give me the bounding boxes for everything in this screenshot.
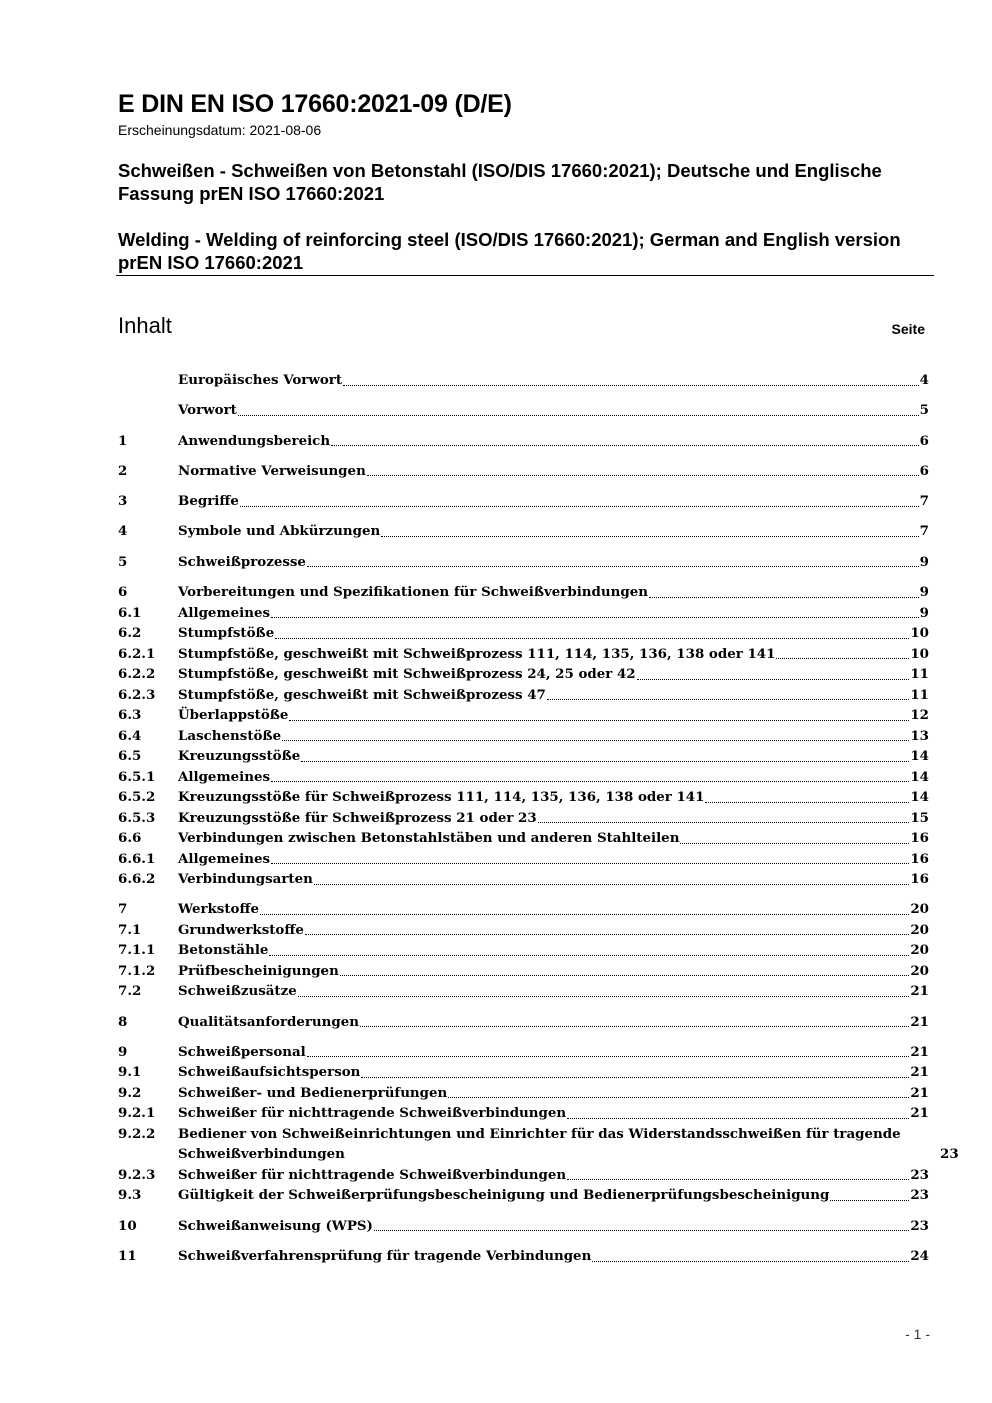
toc-entry-number: 11 bbox=[118, 1248, 137, 1265]
toc-dot-leader bbox=[240, 506, 919, 507]
publication-date: Erscheinungsdatum: 2021-08-06 bbox=[118, 122, 322, 138]
toc-entry-page: 13 bbox=[910, 727, 929, 744]
title-english: Welding - Welding of reinforcing steel (ISO/DIS 17660:2021); German and English version prEN ISO 17660:2021 bbox=[118, 229, 901, 273]
toc-entry-page: 14 bbox=[910, 789, 929, 806]
toc-entry-number: 6.6.2 bbox=[118, 871, 156, 888]
toc-entry-number: 6.5.3 bbox=[118, 809, 156, 826]
toc-entry-number: 8 bbox=[118, 1013, 128, 1030]
toc-entry[interactable] bbox=[118, 1012, 929, 1033]
toc-entry-title: Schweißanweisung (WPS) bbox=[178, 1216, 373, 1237]
toc-entry-page: 16 bbox=[910, 830, 929, 847]
toc-entry-page: 5 bbox=[919, 402, 929, 419]
toc-entry[interactable] bbox=[118, 726, 929, 747]
toc-entry-page: 24 bbox=[910, 1248, 929, 1265]
toc-dot-leader bbox=[301, 761, 909, 762]
toc-entry[interactable] bbox=[118, 1246, 929, 1267]
toc-dot-leader bbox=[269, 955, 909, 956]
toc-dot-leader bbox=[343, 385, 919, 386]
toc-entry-title: Grundwerkstoffe bbox=[178, 920, 304, 941]
toc-entry-page: 11 bbox=[910, 666, 929, 683]
toc-entry-page: 23 bbox=[910, 1217, 929, 1234]
toc-entry-number: 6.5 bbox=[118, 748, 142, 765]
toc-entry-number: 9.2.2 bbox=[118, 1125, 156, 1142]
toc-entry-body bbox=[178, 869, 929, 890]
toc-dot-leader bbox=[331, 445, 919, 446]
toc-entry-page: 20 bbox=[910, 921, 929, 938]
header-divider bbox=[116, 275, 934, 276]
toc-entry-number: 6.6 bbox=[118, 830, 142, 847]
toc-entry-body bbox=[178, 808, 929, 829]
toc-dot-leader bbox=[275, 638, 909, 639]
toc-entry-page: 9 bbox=[919, 604, 929, 621]
toc-entry-title: Schweißverfahrensprüfung für tragende Verbindungen bbox=[178, 1246, 591, 1267]
toc-entry-title: Schweißaufsichtsperson bbox=[178, 1062, 360, 1083]
toc-entry[interactable] bbox=[118, 603, 929, 624]
toc-entry-body bbox=[178, 1042, 929, 1063]
toc-entry-body bbox=[178, 685, 929, 706]
toc-entry-page: 14 bbox=[910, 768, 929, 785]
toc-entry-number: 1 bbox=[118, 432, 128, 449]
toc-entry-body bbox=[178, 899, 929, 920]
toc-dot-leader bbox=[282, 740, 909, 741]
toc-entry-title: Gültigkeit der Schweißerprüfungsbescheinigung und Bedienerprüfungsbescheinigung bbox=[178, 1185, 829, 1206]
toc-entry-number: 6.3 bbox=[118, 707, 142, 724]
toc-entry-title: Kreuzungsstöße bbox=[178, 746, 300, 767]
toc-entry-title: Stumpfstöße bbox=[178, 623, 274, 644]
toc-dot-leader bbox=[361, 1077, 909, 1078]
toc-dot-leader bbox=[680, 843, 909, 844]
document-id-title: E DIN EN ISO 17660:2021-09 (D/E) bbox=[118, 90, 512, 118]
toc-entry-number: 6 bbox=[118, 584, 128, 601]
toc-entry-page: 9 bbox=[919, 553, 929, 570]
toc-entry[interactable] bbox=[118, 552, 929, 573]
toc-entry-page: 20 bbox=[910, 962, 929, 979]
toc-entry-body bbox=[178, 1246, 929, 1267]
toc-entry-body bbox=[178, 582, 929, 603]
toc-entry-body bbox=[178, 664, 929, 685]
toc-entry-body bbox=[178, 644, 929, 665]
toc-entry-body bbox=[178, 1012, 929, 1033]
toc-entry[interactable] bbox=[118, 1083, 929, 1104]
contents-heading: Inhalt bbox=[118, 313, 172, 338]
toc-dot-leader bbox=[271, 617, 919, 618]
toc-dot-leader bbox=[360, 1026, 909, 1027]
toc-dot-leader bbox=[307, 566, 919, 567]
toc-dot-leader bbox=[705, 802, 909, 803]
toc-entry-number: 6.2.3 bbox=[118, 686, 156, 703]
toc-entry-body bbox=[178, 603, 929, 624]
toc-entry[interactable] bbox=[118, 787, 929, 808]
toc-entry-body bbox=[178, 1103, 929, 1124]
toc-entry-number: 6.2.1 bbox=[118, 645, 156, 662]
toc-entry-number: 6.5.1 bbox=[118, 768, 156, 785]
toc-dot-leader bbox=[637, 679, 910, 680]
toc-entry[interactable] bbox=[118, 746, 929, 767]
toc-entry-page: 23 bbox=[910, 1187, 929, 1204]
toc-entry[interactable] bbox=[118, 664, 929, 685]
toc-entry-body bbox=[178, 1062, 929, 1083]
toc-entry-number: 6.4 bbox=[118, 727, 142, 744]
toc-entry[interactable] bbox=[118, 961, 929, 982]
toc-entry-page: 14 bbox=[910, 748, 929, 765]
toc-entry-number: 9.2.3 bbox=[118, 1166, 156, 1183]
toc-entry[interactable] bbox=[118, 869, 929, 890]
toc-entry-number: 6.1 bbox=[118, 604, 142, 621]
toc-entry-page: 21 bbox=[910, 983, 929, 1000]
toc-entry-body bbox=[178, 1185, 929, 1206]
toc-dot-leader bbox=[305, 934, 909, 935]
toc-entry[interactable] bbox=[118, 582, 929, 603]
toc-entry-body bbox=[178, 1124, 959, 1165]
page-number: - 1 - bbox=[905, 1326, 930, 1342]
toc-entry-page: 21 bbox=[910, 1105, 929, 1122]
toc-dot-leader bbox=[238, 415, 919, 416]
toc-entry-page: 12 bbox=[910, 707, 929, 724]
toc-entry-title: Vorwort bbox=[178, 400, 237, 421]
toc-entry-page: 21 bbox=[910, 1013, 929, 1030]
toc-entry-page: 7 bbox=[919, 493, 929, 510]
toc-entry-page: 21 bbox=[910, 1064, 929, 1081]
toc-entry-number: 2 bbox=[118, 462, 128, 479]
toc-dot-leader bbox=[314, 884, 910, 885]
toc-entry-page: 16 bbox=[910, 871, 929, 888]
toc-entry-number: 6.2.2 bbox=[118, 666, 156, 683]
toc-entry-number: 9.2 bbox=[118, 1084, 142, 1101]
toc-entry[interactable] bbox=[118, 491, 929, 512]
toc-entry-title: Europäisches Vorwort bbox=[178, 370, 342, 391]
toc-entry-number: 9.2.1 bbox=[118, 1105, 156, 1122]
toc-entry-page: 21 bbox=[910, 1043, 929, 1060]
toc-entry-number: 6.2 bbox=[118, 625, 142, 642]
toc-entry-title: Schweißpersonal bbox=[178, 1042, 306, 1063]
toc-entry-title: Schweißer für nichttragende Schweißverbindungen bbox=[178, 1165, 566, 1186]
toc-entry[interactable] bbox=[118, 644, 929, 665]
toc-entry-title: Schweißer für nichttragende Schweißverbindungen bbox=[178, 1103, 566, 1124]
table-of-contents bbox=[118, 370, 959, 1267]
toc-entry-number: 7.1.2 bbox=[118, 962, 156, 979]
toc-entry-body bbox=[178, 940, 929, 961]
toc-dot-leader bbox=[307, 1056, 910, 1057]
toc-dot-leader bbox=[567, 1118, 909, 1119]
toc-entry-body bbox=[178, 1165, 929, 1186]
toc-entry-title: Stumpfstöße, geschweißt mit Schweißprozess 24, 25 oder 42 bbox=[178, 664, 636, 685]
toc-dot-leader bbox=[271, 863, 909, 864]
toc-entry-title: Prüfbescheinigungen bbox=[178, 961, 339, 982]
toc-entry-number: 7 bbox=[118, 901, 128, 918]
toc-entry-title: Verbindungsarten bbox=[178, 869, 313, 890]
toc-entry[interactable] bbox=[118, 899, 929, 920]
toc-entry-title: Verbindungen zwischen Betonstahlstäben und anderen Stahlteilen bbox=[178, 828, 679, 849]
toc-dot-leader bbox=[776, 658, 909, 659]
toc-entry-title: Kreuzungsstöße für Schweißprozess 111, 114, 135, 136, 138 oder 141 bbox=[178, 787, 704, 808]
toc-entry-body bbox=[178, 521, 929, 542]
toc-entry-title: Normative Verweisungen bbox=[178, 461, 366, 482]
toc-entry-title: Allgemeines bbox=[178, 767, 270, 788]
toc-entry-body bbox=[178, 400, 929, 421]
toc-entry[interactable] bbox=[118, 685, 929, 706]
toc-entry-title: Qualitätsanforderungen bbox=[178, 1012, 359, 1033]
toc-entry-body bbox=[178, 746, 929, 767]
toc-entry-number: 9.1 bbox=[118, 1064, 142, 1081]
toc-entry-body bbox=[178, 767, 929, 788]
toc-entry-page: 16 bbox=[910, 850, 929, 867]
toc-entry-body bbox=[178, 491, 929, 512]
toc-entry[interactable] bbox=[118, 400, 929, 421]
toc-entry-title: Kreuzungsstöße für Schweißprozess 21 oder 23 bbox=[178, 808, 537, 829]
toc-entry-number: 7.1 bbox=[118, 921, 142, 938]
toc-entry-page: 10 bbox=[910, 645, 929, 662]
toc-entry-body bbox=[178, 920, 929, 941]
toc-entry[interactable] bbox=[118, 461, 929, 482]
toc-entry[interactable] bbox=[118, 705, 929, 726]
toc-entry-page: 7 bbox=[919, 523, 929, 540]
toc-entry-title: Überlappstöße bbox=[178, 705, 288, 726]
toc-dot-leader bbox=[374, 1230, 909, 1231]
toc-entry-body bbox=[178, 726, 929, 747]
toc-entry[interactable] bbox=[118, 1103, 929, 1124]
toc-entry-body bbox=[178, 461, 929, 482]
toc-entry[interactable] bbox=[118, 808, 929, 829]
toc-dot-leader bbox=[538, 822, 910, 823]
toc-entry-number: 10 bbox=[118, 1217, 137, 1234]
toc-entry-title: Laschenstöße bbox=[178, 726, 281, 747]
toc-entry[interactable] bbox=[118, 431, 929, 452]
toc-dot-leader bbox=[260, 914, 909, 915]
toc-entry[interactable] bbox=[118, 1124, 959, 1165]
toc-dot-leader bbox=[567, 1179, 909, 1180]
page-column-label: Seite bbox=[891, 321, 925, 337]
toc-entry-title: Schweißprozesse bbox=[178, 552, 306, 573]
toc-entry[interactable] bbox=[118, 1062, 929, 1083]
toc-dot-leader bbox=[649, 597, 919, 598]
toc-entry-number: 6.6.1 bbox=[118, 850, 156, 867]
toc-dot-leader bbox=[381, 536, 918, 537]
toc-entry-title: Allgemeines bbox=[178, 603, 270, 624]
toc-entry-title: Allgemeines bbox=[178, 849, 270, 870]
toc-entry-body bbox=[178, 431, 929, 452]
toc-entry-number: 9.3 bbox=[118, 1187, 142, 1204]
toc-dot-leader bbox=[592, 1261, 909, 1262]
toc-entry-title: Symbole und Abkürzungen bbox=[178, 521, 380, 542]
toc-entry-number: 7.2 bbox=[118, 983, 142, 1000]
toc-entry[interactable] bbox=[118, 623, 929, 644]
toc-entry[interactable] bbox=[118, 920, 929, 941]
toc-entry-body bbox=[178, 849, 929, 870]
toc-entry[interactable] bbox=[118, 1042, 929, 1063]
toc-entry-body bbox=[178, 961, 929, 982]
toc-entry-page: 6 bbox=[919, 462, 929, 479]
toc-entry-body bbox=[178, 1083, 929, 1104]
toc-entry[interactable] bbox=[118, 1216, 929, 1237]
toc-entry-number: 5 bbox=[118, 553, 128, 570]
toc-entry-page: 4 bbox=[919, 372, 929, 388]
toc-entry-body bbox=[178, 981, 929, 1002]
toc-dot-leader bbox=[448, 1097, 909, 1098]
toc-entry-title: Begriffe bbox=[178, 491, 239, 512]
toc-entry-body bbox=[178, 705, 929, 726]
toc-entry-body bbox=[178, 370, 929, 391]
toc-entry-title: Schweißzusätze bbox=[178, 981, 297, 1002]
toc-entry-page: 20 bbox=[910, 942, 929, 959]
toc-entry-body bbox=[178, 552, 929, 573]
toc-entry-title: Werkstoffe bbox=[178, 899, 259, 920]
toc-dot-leader bbox=[289, 720, 909, 721]
toc-entry-title: Betonstähle bbox=[178, 940, 268, 961]
toc-entry-page: 23 bbox=[910, 1166, 929, 1183]
toc-entry[interactable] bbox=[118, 940, 929, 961]
toc-entry-body bbox=[178, 828, 929, 849]
toc-entry-title: Anwendungsbereich bbox=[178, 431, 330, 452]
toc-entry[interactable] bbox=[118, 370, 929, 391]
toc-entry-number: 3 bbox=[118, 493, 128, 510]
toc-entry-title: Schweißer- und Bedienerprüfungen bbox=[178, 1083, 447, 1104]
toc-entry-page: 21 bbox=[910, 1084, 929, 1101]
toc-entry-page: 11 bbox=[910, 686, 929, 703]
toc-entry[interactable] bbox=[118, 1185, 929, 1206]
toc-dot-leader bbox=[547, 699, 910, 700]
toc-entry-page: 23 bbox=[940, 1146, 959, 1163]
title-german: Schweißen - Schweißen von Betonstahl (ISO/DIS 17660:2021); Deutsche und Englische Fassung prEN ISO 17660:2021 bbox=[118, 160, 882, 204]
toc-entry-title: Stumpfstöße, geschweißt mit Schweißprozess 47 bbox=[178, 685, 546, 706]
toc-entry[interactable] bbox=[118, 828, 929, 849]
toc-dot-leader bbox=[271, 781, 909, 782]
toc-entry-page: 20 bbox=[910, 901, 929, 918]
toc-entry[interactable] bbox=[118, 981, 929, 1002]
toc-entry-title: Bediener von Schweißeinrichtungen und Einrichter für das Widerstandsschweißen für tragende Schweißverbindungen bbox=[178, 1124, 938, 1165]
toc-entry-body bbox=[178, 787, 929, 808]
toc-entry-number: 9 bbox=[118, 1043, 128, 1060]
toc-entry-body bbox=[178, 623, 929, 644]
toc-entry[interactable] bbox=[118, 1165, 929, 1186]
toc-entry-number: 6.5.2 bbox=[118, 789, 156, 806]
toc-dot-leader bbox=[298, 996, 910, 997]
toc-dot-leader bbox=[830, 1200, 909, 1201]
toc-entry-page: 6 bbox=[919, 432, 929, 449]
toc-entry-number: 4 bbox=[118, 523, 128, 540]
toc-entry[interactable] bbox=[118, 767, 929, 788]
toc-entry[interactable] bbox=[118, 849, 929, 870]
toc-entry-title: Stumpfstöße, geschweißt mit Schweißprozess 111, 114, 135, 136, 138 oder 141 bbox=[178, 644, 775, 665]
toc-dot-leader bbox=[340, 975, 910, 976]
toc-entry-body bbox=[178, 1216, 929, 1237]
toc-entry-number: 7.1.1 bbox=[118, 942, 156, 959]
toc-entry-title: Vorbereitungen und Spezifikationen für Schweißverbindungen bbox=[178, 582, 648, 603]
toc-entry[interactable] bbox=[118, 521, 929, 542]
toc-dot-leader bbox=[367, 475, 919, 476]
toc-entry-page: 10 bbox=[910, 625, 929, 642]
toc-entry-page: 9 bbox=[919, 584, 929, 601]
toc-entry-page: 15 bbox=[910, 809, 929, 826]
